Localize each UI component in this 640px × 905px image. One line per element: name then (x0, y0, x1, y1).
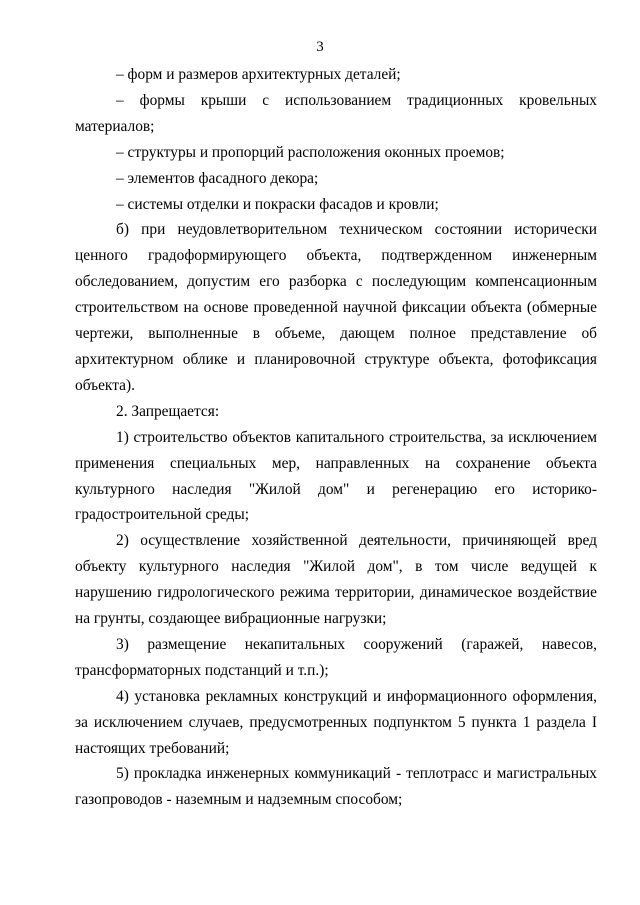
prohibited-item-2: 2) осуществление хозяйственной деятельности, причиняющей вред объекту культурного наследия "Жилой дом", в том числе ведущей к нарушению гидрологического режима территории, динамическое воздействие на грунты, создающее вибрационные нагрузки; (75, 532, 597, 628)
section-heading-prohibited: 2. Запрещается: (116, 402, 220, 420)
list-item-window-openings: – структуры и пропорций расположения оконных проемов; (116, 143, 505, 161)
list-item-architectural-details: – форм и размеров архитектурных деталей; (116, 66, 401, 83)
list-item-roof-shape: – формы крыши с использованием традиционных кровельных материалов; (75, 91, 597, 135)
list-item-finishing-systems: – системы отделки и покраски фасадов и кровли; (116, 195, 439, 213)
prohibited-item-5: 5) прокладка инженерных коммуникаций - теплотрасс и магистральных газопроводов - наземным и надземным способом; (75, 765, 597, 809)
paragraph-dismantling-condition: б) при неудовлетворительном техническом состоянии исторически ценного градоформирующего объекта, подтвержденном инженерным обследованием, допустим его разборка с последующим компенсационным строительством на основе проведенной научной фиксации объекта (обмерные чертежи, выполненные в объеме, дающем полное представление об архитектурном облике и планировочной структуре объекта, фотофиксация объекта). (75, 221, 597, 394)
prohibited-item-1: 1) строительство объектов капитального строительства, за исключением применения специальных мер, направленных на сохранение объекта культурного наследия "Жилой дом" и регенерацию его историко-градостроительной среды; (75, 428, 597, 524)
prohibited-item-3: 3) размещение некапитальных сооружений (гаражей, навесов, трансформаторных подстанций и т.п.); (75, 635, 597, 679)
document-body (75, 62, 597, 813)
list-item-facade-decor: – элементов фасадного декора; (116, 169, 319, 187)
prohibited-item-4: 4) установка рекламных конструкций и информационного оформления, за исключением случаев, предусмотренных подпунктом 5 пункта 1 раздела I настоящих требований; (75, 687, 597, 757)
page-number: 3 (316, 39, 324, 55)
